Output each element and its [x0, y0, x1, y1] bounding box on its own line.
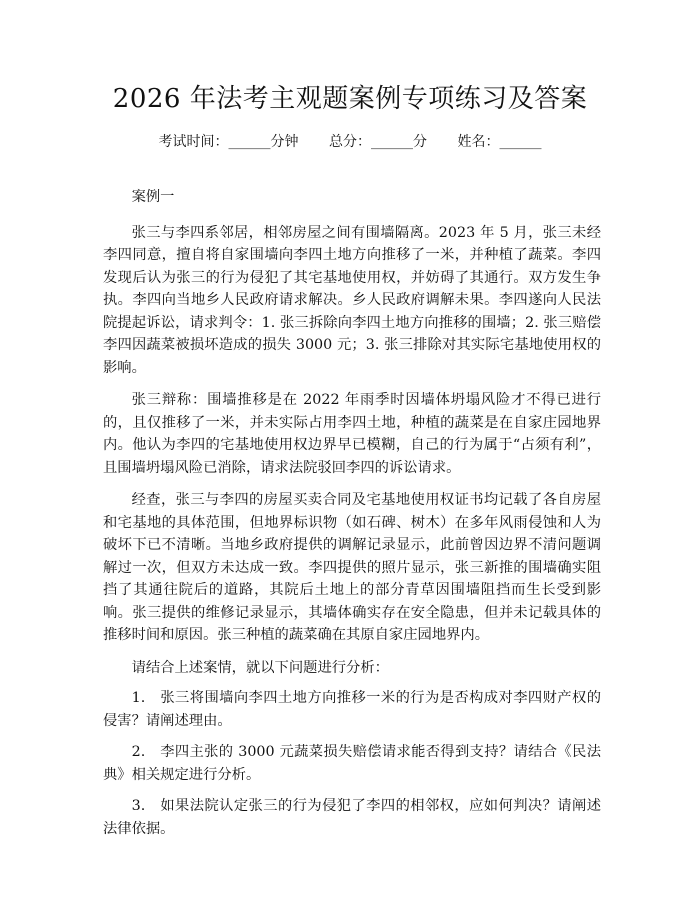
- case-paragraph-facts: 张三与李四系邻居，相邻房屋之间有围墙隔离。2023 年 5 月，张三未经李四同意，擅自将自家围墙向李四土地方向推移了一米，并种植了蔬菜。李四发现后认为张三的行为侵犯了其宅基地使用权，并妨碍了其通行。双方发生争执。李四向当地乡人民政府请求解决。乡人民政府调解未果。李四遂向人民法院提起诉讼，请求判令：1. 张三拆除向李四土地方向推移的围墙；2. 张三赔偿李四因蔬菜被损坏造成的损失 3000 元；3. 张三排除对其实际宅基地使用权的影响。: [103, 224, 601, 376]
- case-paragraph-findings: 经查，张三与李四的房屋买卖合同及宅基地使用权证书均记载了各自房屋和宅基地的具体范围，但地界标识物（如石碑、树木）在多年风雨侵蚀和人为破坏下已不清晰。当地乡政府提供的调解记录显示，此前曾因边界不清问题调解过一次，但双方未达成一致。李四提供的照片显示，张三新推的围墙确实阻挡了其通往院后的道路，其院后土地上的部分青草因围墙阻挡而生长受到影响。张三提供的维修记录显示，其墙体确实存在安全隐患，但并未记载具体的推移时间和原因。张三种植的蔬菜确在其原自家庄园地界内。: [103, 492, 601, 643]
- page-title: 2026 年法考主观题案例专项练习及答案: [112, 84, 588, 114]
- question-2: 2. 李四主张的 3000 元蔬菜损失赔偿请求能否得到支持？请结合《民法典》相关规定进行分析。: [103, 744, 601, 783]
- question-prompt: 请结合上述案情，就以下问题进行分析：: [131, 659, 389, 676]
- case-paragraph-defense: 张三辩称：围墙推移是在 2022 年雨季时因墙体坍塌风险才不得已进行的，且仅推移了一米，并未实际占用李四土地，种植的蔬菜是在自家庄园地界内。他认为李四的宅基地使用权边界早已模糊，自己的行为属于“占须有利”，且围墙坍塌风险已消除，请求法院驳回李四的诉讼请求。: [103, 392, 601, 476]
- question-1: 1. 张三将围墙向李四土地方向推移一米的行为是否构成对李四财产权的侵害？请阐述理由。: [103, 690, 601, 729]
- total-score-field: 总分：______分: [329, 134, 427, 150]
- exam-meta: [0, 132, 700, 152]
- case-content: [103, 186, 601, 849]
- student-name-field: 姓名：______: [457, 134, 542, 150]
- question-3: 3. 如果法院认定张三的行为侵犯了李四的相邻权，应如何判决？请阐述法律依据。: [103, 798, 601, 837]
- exam-time-field: 考试时间：______分钟: [158, 134, 299, 150]
- case-heading: 案例一: [131, 189, 175, 205]
